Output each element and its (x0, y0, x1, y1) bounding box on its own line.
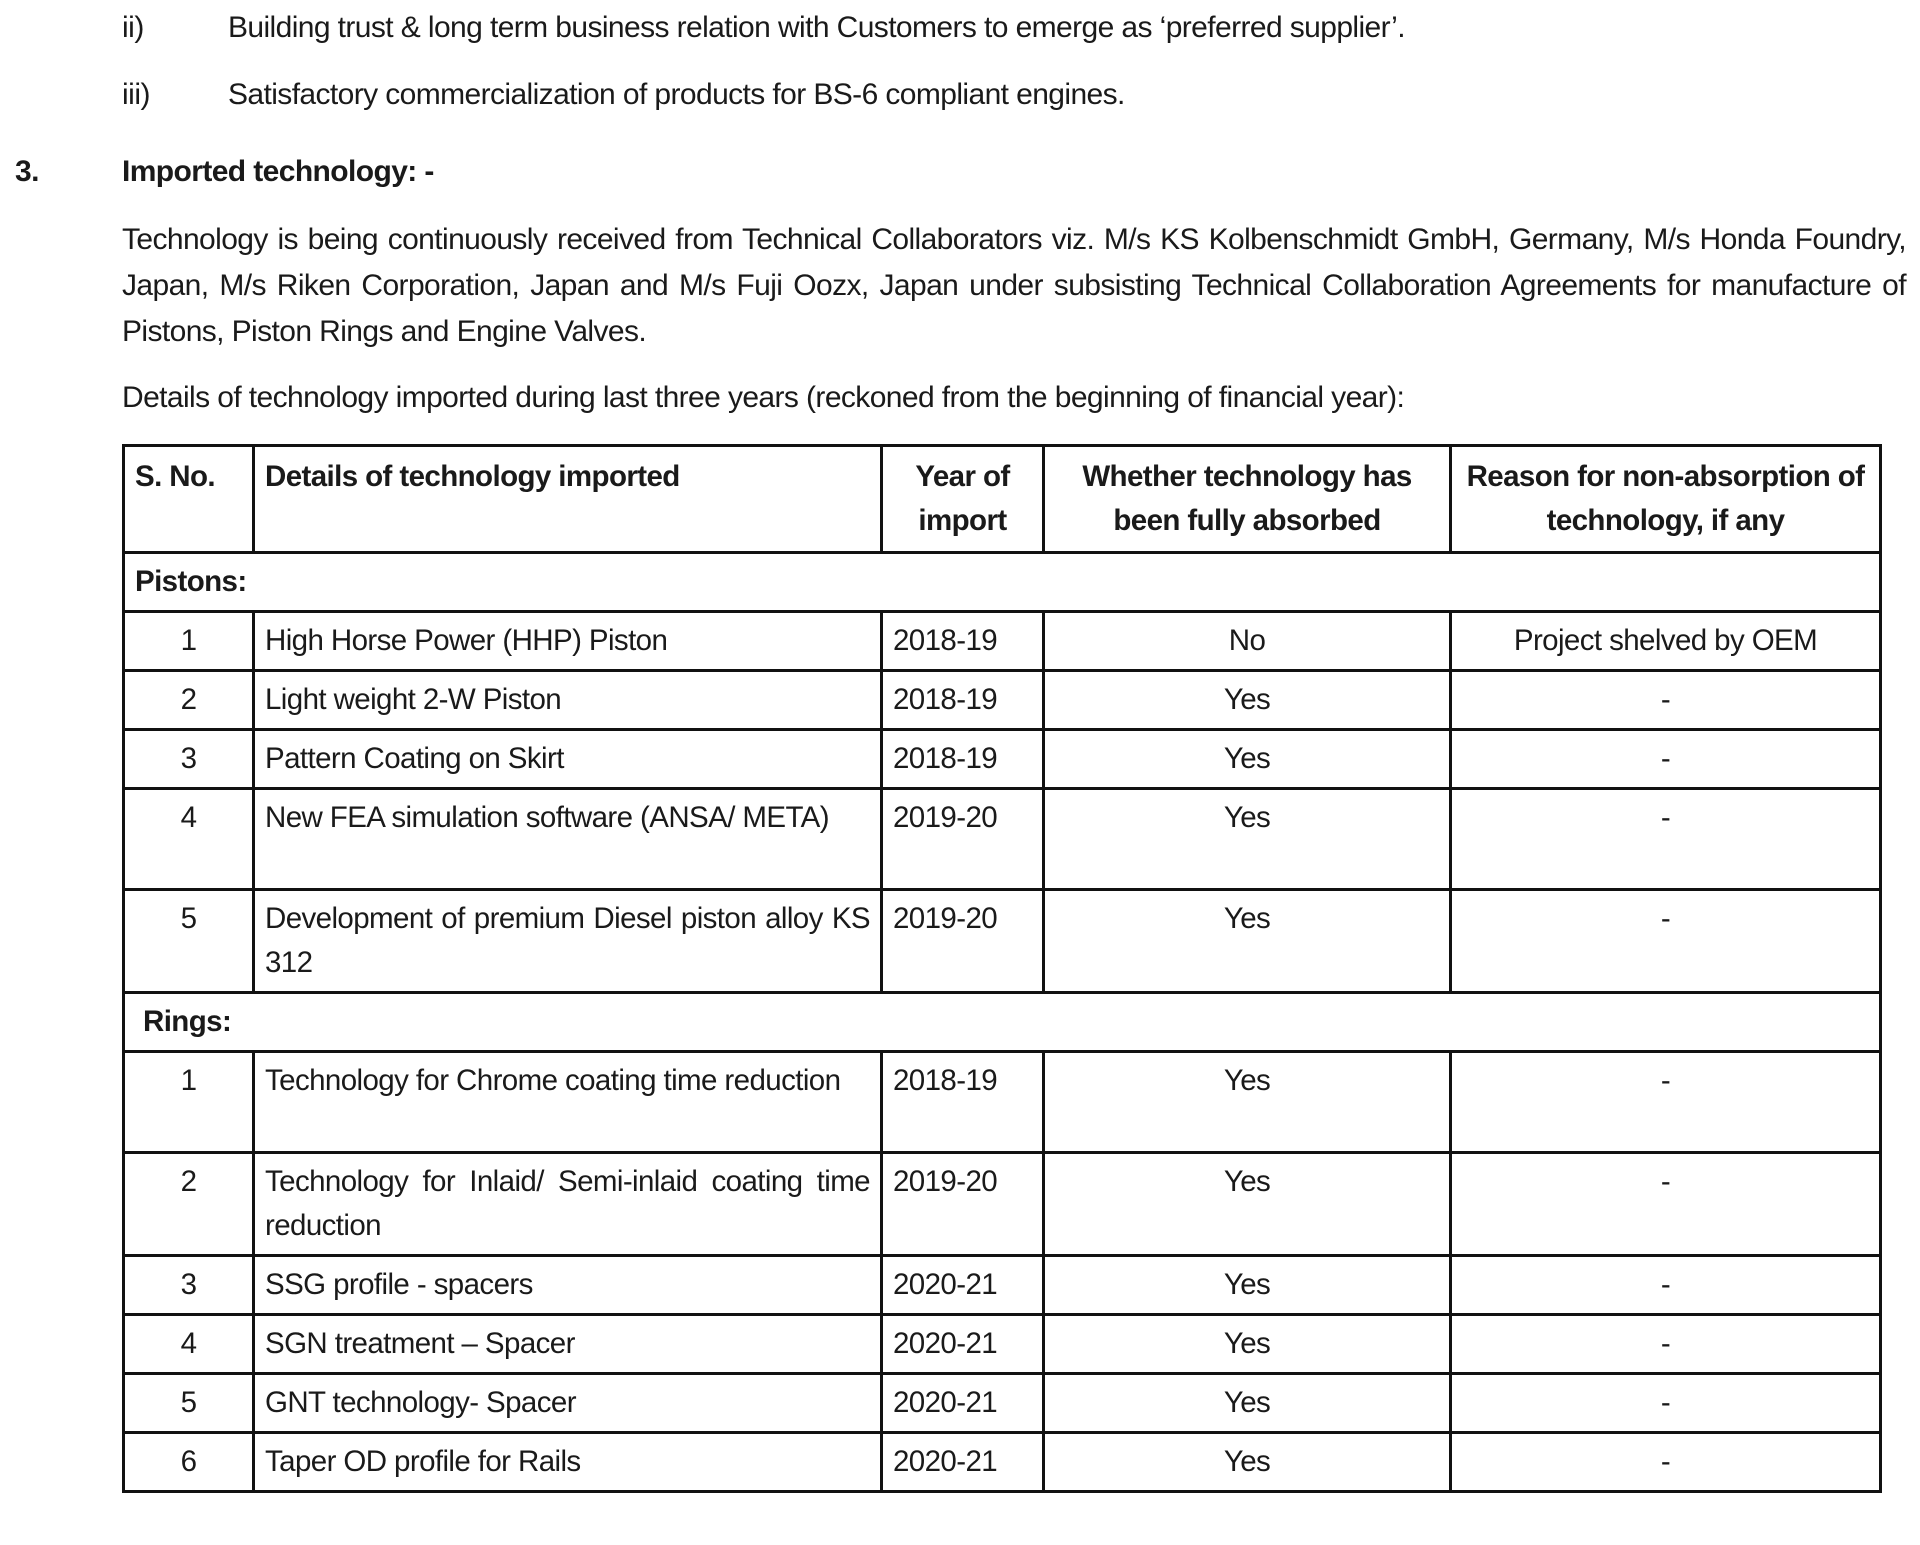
cell-reason: - (1451, 1374, 1881, 1433)
table-row (124, 1153, 1881, 1256)
table-row (124, 1256, 1881, 1315)
cell-sno: 1 (124, 612, 254, 671)
cell-details: Development of premium Diesel piston alloy KS 312 (254, 890, 882, 993)
cell-sno: 3 (124, 730, 254, 789)
cell-year: 2018-19 (882, 730, 1044, 789)
cell-year: 2018-19 (882, 612, 1044, 671)
cell-year: 2020-21 (882, 1433, 1044, 1492)
section-number: 3. (15, 155, 40, 188)
cell-reason: - (1451, 1153, 1881, 1256)
cell-year: 2020-21 (882, 1256, 1044, 1315)
table-row (124, 730, 1881, 789)
cell-absorbed: Yes (1044, 890, 1451, 993)
cell-absorbed: Yes (1044, 1315, 1451, 1374)
cell-reason: Project shelved by OEM (1451, 612, 1881, 671)
cell-absorbed: Yes (1044, 730, 1451, 789)
table-row (124, 890, 1881, 993)
cell-reason: - (1451, 1433, 1881, 1492)
cell-reason: - (1451, 789, 1881, 890)
table-row (124, 789, 1881, 890)
imported-technology-table (122, 444, 1882, 1493)
cell-reason: - (1451, 1052, 1881, 1153)
table-row (124, 671, 1881, 730)
header-reason: Reason for non-absorption of technology, if any (1451, 446, 1881, 553)
cell-absorbed: Yes (1044, 671, 1451, 730)
cell-absorbed: Yes (1044, 1052, 1451, 1153)
table-body (124, 553, 1881, 1492)
cell-absorbed: Yes (1044, 1374, 1451, 1433)
cell-details: Light weight 2-W Piston (254, 671, 882, 730)
cell-absorbed: Yes (1044, 789, 1451, 890)
header-sno: S. No. (124, 446, 254, 553)
cell-year: 2019-20 (882, 890, 1044, 993)
cell-year: 2018-19 (882, 1052, 1044, 1153)
table-intro: Details of technology imported during last three years (reckoned from the beginning of financial year): (122, 381, 1405, 414)
list-marker: iii) (122, 78, 150, 111)
cell-sno: 6 (124, 1433, 254, 1492)
cell-year: 2019-20 (882, 1153, 1044, 1256)
group-label: Rings: (124, 993, 1881, 1052)
group-label: Pistons: (124, 553, 1881, 612)
cell-reason: - (1451, 730, 1881, 789)
table-header-row (124, 446, 1881, 553)
cell-sno: 5 (124, 890, 254, 993)
cell-year: 2020-21 (882, 1374, 1044, 1433)
table-row (124, 1433, 1881, 1492)
cell-year: 2019-20 (882, 789, 1044, 890)
cell-absorbed: No (1044, 612, 1451, 671)
table-row (124, 1315, 1881, 1374)
cell-details: Technology for Chrome coating time reduction (254, 1052, 882, 1153)
header-year: Year of import (882, 446, 1044, 553)
cell-sno: 1 (124, 1052, 254, 1153)
cell-details: SSG profile - spacers (254, 1256, 882, 1315)
cell-reason: - (1451, 671, 1881, 730)
cell-year: 2020-21 (882, 1315, 1044, 1374)
cell-details: High Horse Power (HHP) Piston (254, 612, 882, 671)
cell-reason: - (1451, 1256, 1881, 1315)
cell-absorbed: Yes (1044, 1153, 1451, 1256)
section-paragraph: Technology is being continuously received from Technical Collaborators viz. M/s KS Kolbenschmidt GmbH, Germany, M/s Honda Foundry, Japan, M/s Riken Corporation, Japan and M/s Fuji Oozx, Japan under subsisting Technical Collaboration Agreements for manufacture of Pistons, Piston Rings and Engine Valves. (122, 223, 1906, 348)
list-marker: ii) (122, 11, 144, 44)
cell-details: GNT technology- Spacer (254, 1374, 882, 1433)
cell-absorbed: Yes (1044, 1433, 1451, 1492)
cell-sno: 4 (124, 789, 254, 890)
group-row-pistons (124, 553, 1881, 612)
section-heading: Imported technology: - (122, 155, 434, 188)
cell-sno: 2 (124, 1153, 254, 1256)
cell-sno: 2 (124, 671, 254, 730)
table-row (124, 1052, 1881, 1153)
objective-item: Building trust & long term business relation with Customers to emerge as ‘preferred supplier’. (228, 11, 1405, 44)
cell-details: New FEA simulation software (ANSA/ META) (254, 789, 882, 890)
cell-sno: 3 (124, 1256, 254, 1315)
cell-details: Technology for Inlaid/ Semi-inlaid coating time reduction (254, 1153, 882, 1256)
header-absorbed: Whether technology has been fully absorbed (1044, 446, 1451, 553)
cell-reason: - (1451, 890, 1881, 993)
cell-sno: 5 (124, 1374, 254, 1433)
cell-absorbed: Yes (1044, 1256, 1451, 1315)
cell-details: Taper OD profile for Rails (254, 1433, 882, 1492)
header-details: Details of technology imported (254, 446, 882, 553)
objective-item: Satisfactory commercialization of products for BS-6 compliant engines. (228, 78, 1125, 111)
table-row (124, 1374, 1881, 1433)
cell-details: Pattern Coating on Skirt (254, 730, 882, 789)
table-row (124, 612, 1881, 671)
cell-details: SGN treatment – Spacer (254, 1315, 882, 1374)
cell-reason: - (1451, 1315, 1881, 1374)
cell-year: 2018-19 (882, 671, 1044, 730)
cell-sno: 4 (124, 1315, 254, 1374)
group-row-rings (124, 993, 1881, 1052)
